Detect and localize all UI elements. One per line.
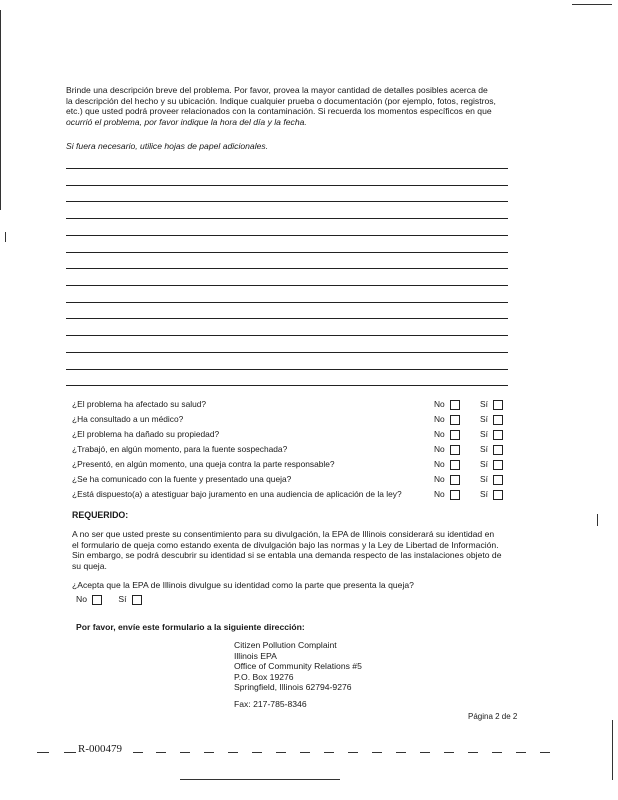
si-label: Sí — [118, 594, 127, 604]
si-label: Sí — [480, 414, 488, 424]
footer-dash — [252, 752, 262, 753]
si-checkbox[interactable] — [493, 430, 503, 440]
si-label: Sí — [480, 399, 488, 409]
intro-line: etc.) que usted podrá proveer relacionados con la contaminación. Si recuerda los momentos específicos en que — [66, 106, 492, 117]
si-checkbox[interactable] — [493, 445, 503, 455]
no-checkbox[interactable] — [450, 400, 460, 410]
footer-dash — [300, 752, 310, 753]
intro-paragraph — [66, 85, 516, 127]
question-row — [72, 489, 512, 501]
question-text: ¿El problema ha afectado su salud? — [72, 399, 207, 409]
scan-mark — [612, 720, 613, 780]
si-checkbox[interactable] — [493, 490, 503, 500]
no-checkbox[interactable] — [450, 445, 460, 455]
footer-dash — [133, 752, 143, 753]
intro-line: ocurrió el problema, por favor indique la hora del día y la fecha. — [66, 116, 307, 127]
footer-dash — [37, 752, 49, 753]
no-option[interactable] — [434, 414, 460, 425]
required-heading: REQUERIDO: — [72, 510, 129, 520]
footer-dash — [468, 752, 478, 753]
si-option[interactable] — [480, 444, 503, 455]
si-checkbox[interactable] — [493, 475, 503, 485]
writing-line — [66, 201, 508, 202]
question-row — [72, 474, 512, 486]
no-label: No — [434, 444, 445, 454]
no-option[interactable] — [434, 399, 460, 410]
question-text: ¿El problema ha dañado su propiedad? — [72, 429, 220, 439]
question-row — [72, 399, 512, 411]
footer-dash — [372, 752, 382, 753]
footer-rule — [180, 779, 340, 780]
footer-dash — [276, 752, 286, 753]
required-line: el formulario de queja como estando exenta de divulgación bajo las normas y la Ley de Libertad de Información. — [72, 539, 499, 550]
mailing-address — [234, 640, 362, 710]
writing-line — [66, 185, 508, 186]
mailing-heading: Por favor, envíe este formulario a la siguiente dirección: — [76, 622, 305, 632]
consent-no-option[interactable] — [76, 594, 102, 604]
no-label: No — [434, 414, 445, 424]
si-label: Sí — [480, 444, 488, 454]
scan-mark — [572, 4, 612, 5]
question-row — [72, 429, 512, 441]
si-option[interactable] — [480, 474, 503, 485]
si-option[interactable] — [480, 489, 503, 500]
footer-dash — [444, 752, 454, 753]
no-checkbox[interactable] — [92, 595, 102, 605]
no-checkbox[interactable] — [450, 430, 460, 440]
writing-line — [66, 335, 508, 336]
page-number: Página 2 de 2 — [468, 712, 518, 721]
no-label: No — [434, 399, 445, 409]
writing-line — [66, 302, 508, 303]
writing-line — [66, 369, 508, 370]
required-line: A no ser que usted preste su consentimiento para su divulgación, la EPA de Illinois considerará su identidad en — [72, 529, 495, 539]
writing-line — [66, 285, 508, 286]
si-label: Sí — [480, 459, 488, 469]
footer-dash — [516, 752, 526, 753]
no-label: No — [434, 474, 445, 484]
required-line: su queja. — [72, 560, 107, 571]
bates-number: R-000479 — [78, 743, 122, 755]
consent-si-option[interactable] — [118, 594, 141, 604]
no-label: No — [434, 459, 445, 469]
no-option[interactable] — [434, 429, 460, 440]
no-checkbox[interactable] — [450, 460, 460, 470]
fax-number: Fax: 217-785-8346 — [234, 698, 307, 709]
question-row — [72, 459, 512, 471]
no-checkbox[interactable] — [450, 490, 460, 500]
si-checkbox[interactable] — [493, 400, 503, 410]
no-option[interactable] — [434, 489, 460, 500]
si-option[interactable] — [480, 399, 503, 410]
no-label: No — [76, 594, 87, 604]
si-option[interactable] — [480, 414, 503, 425]
required-line: Sin embargo, se podrá descubrir su identidad si se entabla una demanda respecto de las instalaciones objeto de — [72, 550, 502, 561]
question-text: ¿Trabajó, en algún momento, para la fuente sospechada? — [72, 444, 288, 454]
scan-mark — [597, 514, 598, 526]
intro-line: la descripción del hecho y su ubicación. Indique cualquier prueba o documentación (por ejemplo, fotos, registros, — [66, 95, 496, 106]
si-checkbox[interactable] — [132, 595, 142, 605]
question-row — [72, 444, 512, 456]
no-label: No — [434, 429, 445, 439]
question-text: ¿Ha consultado a un médico? — [72, 414, 184, 424]
consent-question: ¿Acepta que la EPA de Illinois divulgue su identidad como la parte que presenta la queja? — [72, 580, 414, 590]
si-label: Sí — [480, 489, 488, 499]
si-checkbox[interactable] — [493, 460, 503, 470]
footer-dash — [420, 752, 430, 753]
question-text: ¿Está dispuesto(a) a atestiguar bajo juramento en una audiencia de aplicación de la ley? — [72, 489, 402, 499]
question-row — [72, 414, 512, 426]
address-line: P.O. Box 19276 — [234, 671, 294, 682]
address-line: Illinois EPA — [234, 650, 277, 661]
writing-line — [66, 352, 508, 353]
additional-pages-note: Si fuera necesario, utilice hojas de papel adicionales. — [66, 141, 269, 151]
writing-line — [66, 385, 508, 386]
question-text: ¿Presentó, en algún momento, una queja contra la parte responsable? — [72, 459, 335, 469]
footer-dash — [228, 752, 238, 753]
no-option[interactable] — [434, 474, 460, 485]
writing-line — [66, 268, 508, 269]
footer-dash — [64, 752, 76, 753]
si-label: Sí — [480, 429, 488, 439]
address-line: Office of Community Relations #5 — [234, 661, 362, 672]
writing-line — [66, 168, 508, 169]
no-option[interactable] — [434, 459, 460, 470]
writing-line — [66, 252, 508, 253]
no-label: No — [434, 489, 445, 499]
footer-dash — [324, 752, 334, 753]
question-text: ¿Se ha comunicado con la fuente y presentado una queja? — [72, 474, 292, 484]
footer-dash — [204, 752, 214, 753]
no-checkbox[interactable] — [450, 415, 460, 425]
footer-dash — [348, 752, 358, 753]
si-option[interactable] — [480, 459, 503, 470]
footer-dash — [396, 752, 406, 753]
si-checkbox[interactable] — [493, 415, 503, 425]
footer-dash — [180, 752, 190, 753]
scan-mark — [5, 232, 6, 242]
footer-dash — [540, 752, 550, 753]
si-label: Sí — [480, 474, 488, 484]
consent-options — [76, 594, 142, 605]
intro-line: Brinde una descripción breve del problema. Por favor, provea la mayor cantidad de detalles posibles acerca de — [66, 85, 488, 95]
no-checkbox[interactable] — [450, 475, 460, 485]
address-line: Citizen Pollution Complaint — [234, 640, 337, 650]
required-paragraph — [72, 529, 520, 571]
footer-dash — [156, 752, 166, 753]
address-line: Springfield, Illinois 62794-9276 — [234, 682, 352, 693]
no-option[interactable] — [434, 444, 460, 455]
scan-mark — [0, 10, 1, 210]
writing-line — [66, 218, 508, 219]
si-option[interactable] — [480, 429, 503, 440]
footer-dash — [492, 752, 502, 753]
writing-line — [66, 318, 508, 319]
writing-line — [66, 235, 508, 236]
